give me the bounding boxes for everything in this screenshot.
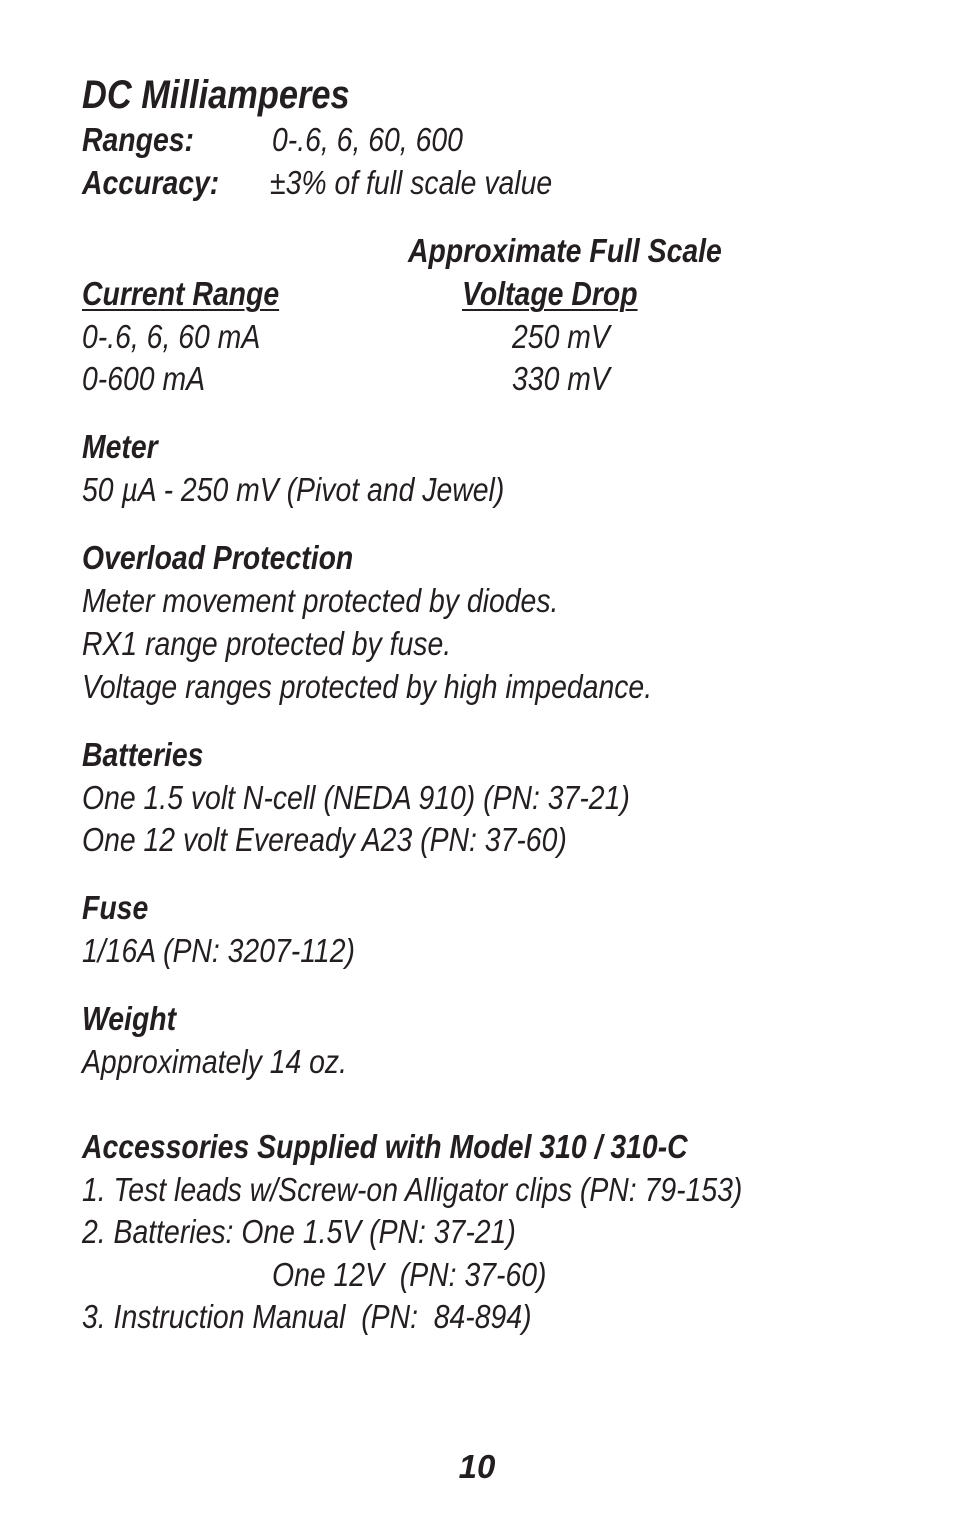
accessories-line: One 12V (PN: 37-60) xyxy=(272,1256,547,1293)
accessories-heading: Accessories Supplied with Model 310 / 310-C xyxy=(82,1128,688,1165)
table-header-top: Approximate Full Scale xyxy=(408,232,722,269)
table-row-range: 0-.6, 6, 60 mA xyxy=(82,318,261,355)
page-number: 10 xyxy=(458,1448,496,1485)
fuse-line: 1/16A (PN: 3207-112) xyxy=(82,932,355,969)
accessories-line: 3. Instruction Manual (PN: 84-894) xyxy=(82,1298,532,1335)
table-row-drop: 250 mV xyxy=(512,318,610,355)
ranges-value: 0-.6, 6, 60, 600 xyxy=(272,121,463,158)
meter-heading: Meter xyxy=(82,428,158,465)
accuracy-label: Accuracy: xyxy=(82,164,220,201)
overload-line: Voltage ranges protected by high impedance. xyxy=(82,668,653,705)
ranges-label: Ranges: xyxy=(82,121,194,158)
table-col-current-range: Current Range xyxy=(82,275,280,312)
overload-line: Meter movement protected by diodes. xyxy=(82,582,559,619)
accessories-line: 1. Test leads w/Screw-on Alligator clips (PN: 79-153) xyxy=(82,1171,743,1208)
page-title: DC Milliamperes xyxy=(82,73,350,117)
fuse-heading: Fuse xyxy=(82,889,149,926)
meter-line: 50 µA - 250 mV (Pivot and Jewel) xyxy=(82,471,505,508)
table-col-voltage-drop: Voltage Drop xyxy=(462,275,638,312)
weight-line: Approximately 14 oz. xyxy=(82,1043,348,1080)
batteries-line: One 12 volt Eveready A23 (PN: 37-60) xyxy=(82,821,567,858)
table-row-range: 0-600 mA xyxy=(82,360,206,397)
accuracy-value: ±3% of full scale value xyxy=(270,164,553,201)
accessories-line: 2. Batteries: One 1.5V (PN: 37-21) xyxy=(82,1213,516,1250)
batteries-line: One 1.5 volt N-cell (NEDA 910) (PN: 37-21) xyxy=(82,779,630,816)
weight-heading: Weight xyxy=(82,1000,177,1037)
batteries-heading: Batteries xyxy=(82,736,204,773)
overload-line: RX1 range protected by fuse. xyxy=(82,625,452,662)
table-row-drop: 330 mV xyxy=(512,360,610,397)
overload-heading: Overload Protection xyxy=(82,539,354,576)
